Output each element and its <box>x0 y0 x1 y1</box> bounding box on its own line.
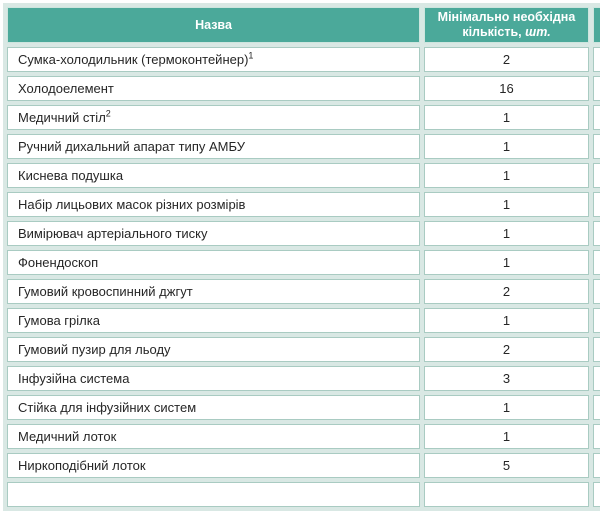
item-quantity: 1 <box>502 110 511 125</box>
item-cutoff-cell <box>593 337 600 362</box>
item-cutoff-cell <box>593 279 600 304</box>
item-name: Холодоелемент <box>18 81 114 96</box>
item-name-cell <box>7 308 420 333</box>
item-name: Ниркоподібний лоток <box>18 458 146 473</box>
item-quantity-cell <box>424 337 589 362</box>
item-name: Киснева подушка <box>18 168 124 183</box>
item-cutoff-cell <box>593 453 600 478</box>
table-row <box>7 163 600 188</box>
table-row <box>7 105 600 130</box>
item-quantity: 1 <box>502 400 511 415</box>
item-name: Набір лицьових масок різних розмірів <box>18 197 246 212</box>
header-row <box>7 7 600 43</box>
item-name-cell <box>7 105 420 130</box>
item-quantity: 1 <box>502 168 511 183</box>
item-quantity: 3 <box>502 371 511 386</box>
equipment-table-grid <box>3 3 600 511</box>
item-cutoff-cell <box>593 134 600 159</box>
table-row <box>7 366 600 391</box>
clipped-row <box>7 482 600 507</box>
item-cutoff-cell <box>593 250 600 275</box>
item-quantity-cell <box>424 279 589 304</box>
item-name-cell <box>7 221 420 246</box>
clipped-cell <box>593 482 600 507</box>
item-quantity-cell <box>424 134 589 159</box>
item-quantity: 1 <box>502 197 511 212</box>
item-quantity-cell <box>424 366 589 391</box>
clipped-cell <box>7 482 420 507</box>
item-quantity-cell <box>424 395 589 420</box>
table-row <box>7 250 600 275</box>
header-name-label: Назва <box>195 17 232 32</box>
item-quantity-cell <box>424 424 589 449</box>
table-row <box>7 279 600 304</box>
item-name: Гумовий кровоспинний джгут <box>18 284 193 299</box>
item-cutoff-cell <box>593 366 600 391</box>
item-cutoff-cell <box>593 105 600 130</box>
item-name: Гумова грілка <box>18 313 100 328</box>
item-name: Сумка-холодильник (термоконтейнер) <box>18 52 249 67</box>
table-row <box>7 76 600 101</box>
item-quantity-cell <box>424 105 589 130</box>
item-cutoff-cell <box>593 308 600 333</box>
item-quantity: 1 <box>502 139 511 154</box>
item-name: Гумовий пузир для льоду <box>18 342 171 357</box>
footnote-marker: 2 <box>105 108 111 119</box>
table-row <box>7 47 600 72</box>
item-quantity: 2 <box>502 284 511 299</box>
item-cutoff-cell <box>593 395 600 420</box>
item-name-cell <box>7 453 420 478</box>
item-name: Медичний стіл <box>18 110 106 125</box>
equipment-table <box>3 3 600 511</box>
item-name-cell <box>7 424 420 449</box>
item-name-cell <box>7 366 420 391</box>
item-quantity-cell <box>424 221 589 246</box>
item-quantity: 1 <box>502 313 511 328</box>
item-name: Вимірювач артеріального тиску <box>18 226 208 241</box>
item-quantity: 2 <box>502 52 511 67</box>
table-row <box>7 337 600 362</box>
item-name-cell <box>7 279 420 304</box>
header-quantity-label: Мінімально необхідна кількість, <box>437 10 576 39</box>
item-name-cell <box>7 250 420 275</box>
item-cutoff-cell <box>593 192 600 217</box>
item-name-cell <box>7 163 420 188</box>
item-cutoff-cell <box>593 221 600 246</box>
header-cell-cutoff <box>593 7 600 43</box>
item-cutoff-cell <box>593 424 600 449</box>
table-row <box>7 192 600 217</box>
clipped-cell <box>424 482 589 507</box>
table-row <box>7 134 600 159</box>
item-name-cell <box>7 47 420 72</box>
item-quantity: 5 <box>502 458 511 473</box>
footnote-marker: 1 <box>248 50 254 61</box>
header-cell-name <box>7 7 420 43</box>
item-quantity: 1 <box>502 255 511 270</box>
item-name-cell <box>7 192 420 217</box>
table-row <box>7 453 600 478</box>
item-name-cell <box>7 76 420 101</box>
item-cutoff-cell <box>593 76 600 101</box>
item-quantity: 16 <box>499 81 514 96</box>
item-name-cell <box>7 395 420 420</box>
item-name: Стійка для інфузійних систем <box>18 400 197 415</box>
table-header <box>7 7 600 43</box>
item-quantity-cell <box>424 163 589 188</box>
item-cutoff-cell <box>593 47 600 72</box>
item-quantity-cell <box>424 308 589 333</box>
item-quantity-cell <box>424 192 589 217</box>
item-quantity: 1 <box>502 429 511 444</box>
item-name: Ручний дихальний апарат типу АМБУ <box>18 139 245 154</box>
item-name: Інфузійна система <box>18 371 130 386</box>
item-name: Медичний лоток <box>18 429 117 444</box>
table-row <box>7 308 600 333</box>
header-cell-quantity <box>424 7 589 43</box>
item-name-cell <box>7 134 420 159</box>
table-body <box>7 47 600 507</box>
table-row <box>7 424 600 449</box>
item-quantity: 1 <box>502 226 511 241</box>
header-quantity-unit: шт. <box>525 25 551 39</box>
item-quantity: 2 <box>502 342 511 357</box>
item-name-cell <box>7 337 420 362</box>
item-name: Фонендоскоп <box>18 255 99 270</box>
table-row <box>7 221 600 246</box>
item-quantity-cell <box>424 76 589 101</box>
item-quantity-cell <box>424 47 589 72</box>
item-quantity-cell <box>424 453 589 478</box>
item-quantity-cell <box>424 250 589 275</box>
table-row <box>7 395 600 420</box>
item-cutoff-cell <box>593 163 600 188</box>
